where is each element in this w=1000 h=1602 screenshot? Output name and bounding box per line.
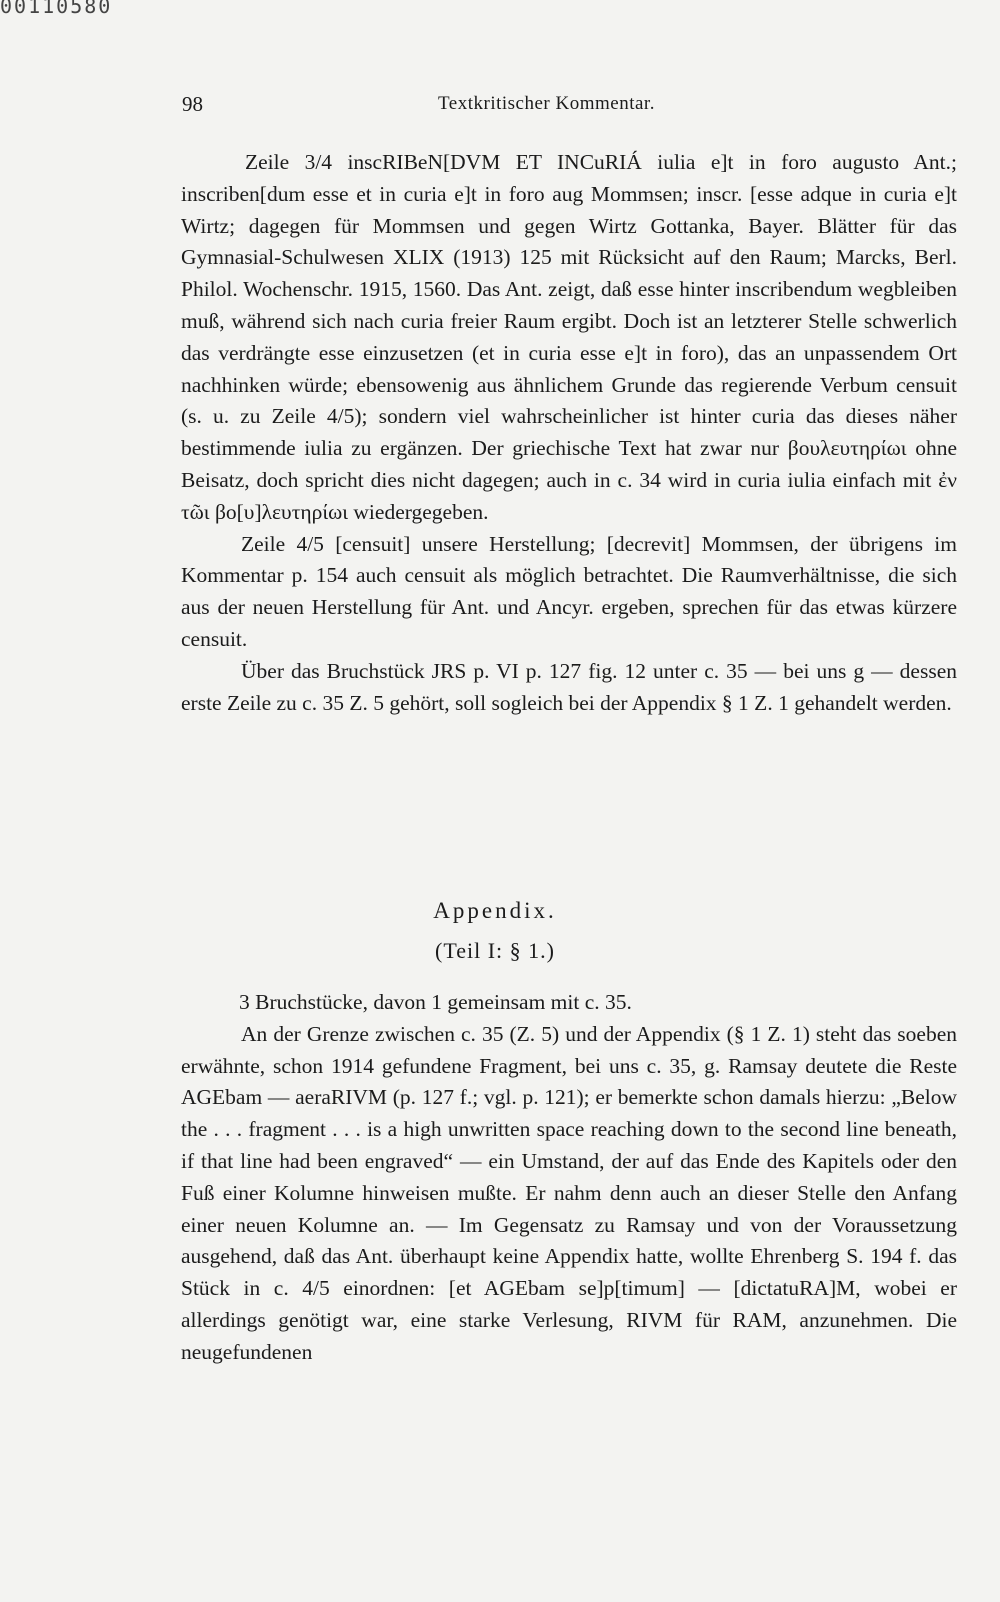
appendix-heading: Appendix.	[433, 898, 557, 923]
appendix-fragment-count: 3 Bruchstücke, davon 1 gemeinsam mit c. 35.	[239, 990, 632, 1014]
paragraph-bruchstueck: Über das Bruchstück JRS p. VI p. 127 fig. 12 unter c. 35 — bei uns g — dessen erste Zeile zu c. 35 Z. 5 gehört, soll sogleich bei der Appendix § 1 Z. 1 gehandelt werden.	[181, 658, 957, 715]
commentary-section	[181, 147, 957, 719]
archive-stamp: 00110580	[0, 0, 113, 18]
page-number: 98	[182, 92, 203, 116]
appendix-subheading: (Teil I: § 1.)	[435, 938, 555, 963]
running-head: Textkritischer Kommentar.	[438, 93, 655, 114]
paragraph-zeile-4-5: Zeile 4/5 [censuit] unsere Herstellung; [decrevit] Mommsen, der übrigens im Kommentar p. 154 auch censuit als möglich betrachtet. Die Raumverhältnisse, die sich aus der neuen Herstellung für Ant. und Ancyr. ergeben, sprechen für das etwas kürzere censuit.	[181, 531, 957, 651]
appendix-section	[181, 987, 957, 1369]
appendix-paragraph: An der Grenze zwischen c. 35 (Z. 5) und der Appendix (§ 1 Z. 1) steht das soeben erwähnte, schon 1914 gefundene Fragment, bei uns c. 35, g. Ramsay deutete die Reste AGEbam — aeraRIVM (p. 127 f.; vgl. p. 121); er bemerkte schon damals hierzu: „Below the . . . fragment . . . is a high unwritten space reaching down to the second line beneath, if that line had been engraved“ — ein Umstand, der auf das Ende des Kapitels oder den Fuß einer Kolumne hinweisen mußte. Er nahm denn auch an dieser Stelle den Anfang einer neuen Kolumne an. — Im Gegensatz zu Ramsay und von der Voraussetzung ausgehend, daß das Ant. überhaupt keine Appendix hatte, wollte Ehrenberg S. 194 f. das Stück in c. 4/5 einordnen: [et AGEbam se]p[timum] — [dictatuRA]M, wobei er allerdings genötigt war, eine starke Verlesung, RIVM für RAM, anzunehmen. Die neugefundenen	[181, 1021, 957, 1364]
paragraph-zeile-3-4: Zeile 3/4 inscRIBeN[DVM ET INCuRIÁ iulia e]t in foro augusto Ant.; inscriben[dum esse et in curia e]t in foro aug Mommsen; inscr. [esse adque in curia e]t Wirtz; dagegen für Mommsen und gegen Wirtz Gottanka, Bayer. Blätter für das Gymnasial-Schulwesen XLIX (1913) 125 mit Rücksicht auf den Raum; Marcks, Berl. Philol. Wochenschr. 1915, 1560. Das Ant. zeigt, daß esse hinter inscribendum wegbleiben muß, während sich nach curia freier Raum ergibt. Doch ist an letzterer Stelle schwerlich das verdrängte esse einzusetzen (et in curia esse e]t in foro), das an unpassendem Ort nachhinken würde; ebensowenig aus ähnlichem Grunde das regierende Verbum censuit (s. u. zu Zeile 4/5); sondern viel wahrscheinlicher ist hinter curia das dieses näher bestimmende iulia zu ergänzen. Der griechische Text hat zwar nur βουλευτηρίωι ohne Beisatz, doch spricht dies nicht dagegen; auch in c. 34 wird in curia iulia einfach mit ἐν τῶι βο[υ]λευτηρίωι wiedergegeben.	[181, 150, 957, 524]
